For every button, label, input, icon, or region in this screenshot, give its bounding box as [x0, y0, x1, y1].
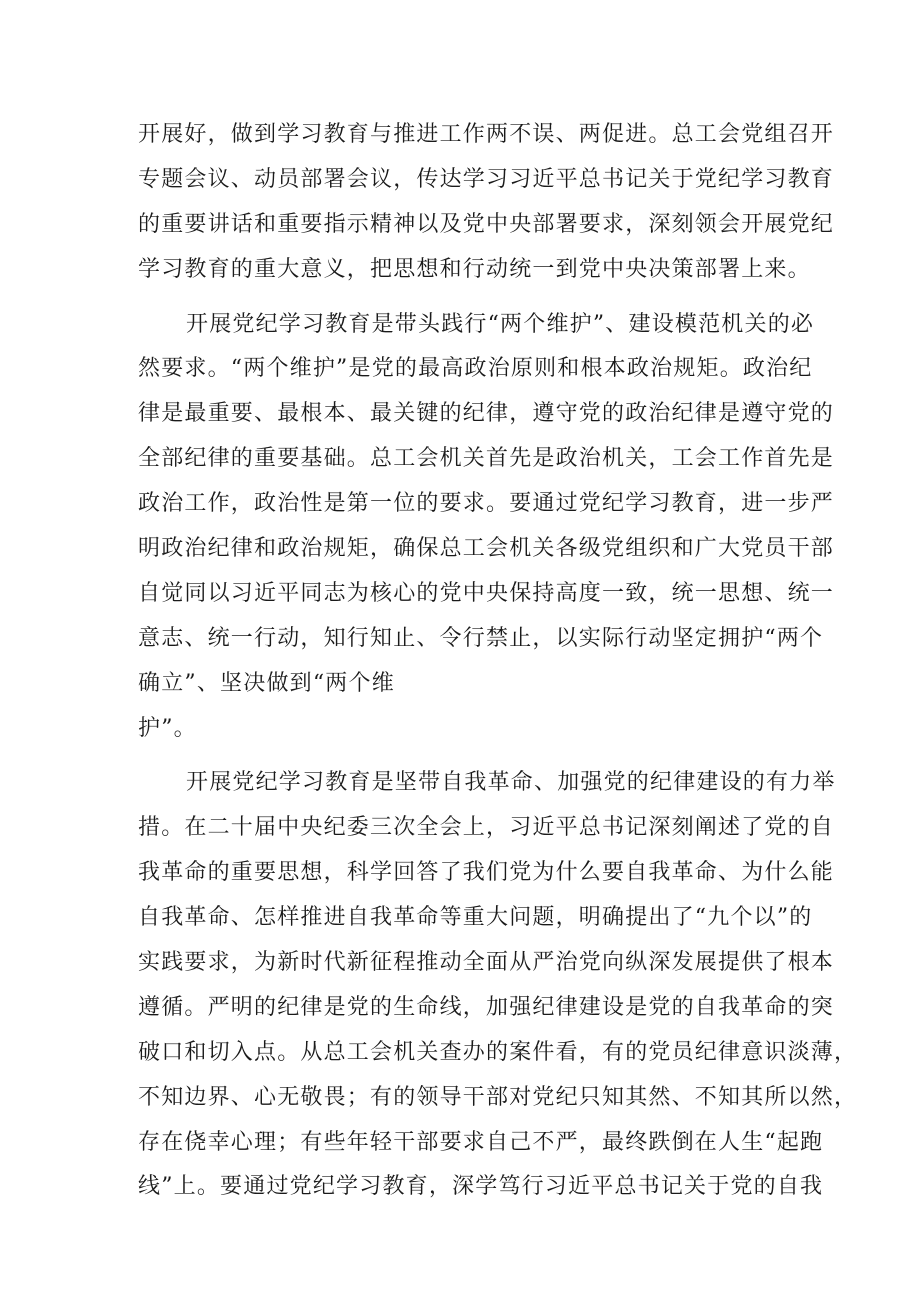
text-line: 全部纪律的重要基础。总工会机关首先是政治机关，工会工作首先是 — [138, 446, 835, 472]
text-line: 然要求。“两个维护”是党的最高政治原则和根本政治规矩。政治纪 — [138, 356, 813, 382]
text-line: 专题会议、动员部署会议，传达学习习近平总书记关于党纪学习教育 — [138, 166, 835, 192]
text-line: 实践要求，为新时代新征程推动全面从严治党向纵深发展提供了根本 — [138, 950, 835, 976]
text-line: 开展党纪学习教育是坚带自我革命、加强党的纪律建设的有力举 — [186, 770, 836, 796]
text-line: 政治工作，政治性是第一位的要求。要通过党纪学习教育，进一步严 — [138, 491, 835, 517]
text-line: 意志、统一行动，知行知止、令行禁止，以实际行动坚定拥护“两个 — [138, 625, 824, 651]
text-line: 护”。 — [138, 715, 197, 741]
text-line: 的重要讲话和重要指示精神以及党中央部署要求，深刻领会开展党纪 — [138, 211, 835, 237]
text-line: 不知边界、心无敬畏；有的领导干部对党纪只知其然、不知其所以然， — [138, 1084, 858, 1110]
paragraph — [138, 303, 835, 752]
text-line: 破口和切入点。从总工会机关查办的案件看，有的党员纪律意识淡薄， — [138, 1039, 858, 1065]
text-line: 遵循。严明的纪律是党的生命线，加强纪律建设是党的自我革命的突 — [138, 994, 835, 1020]
text-line: 明政治纪律和政治规矩，确保总工会机关各级党组织和广大党员干部 — [138, 536, 835, 562]
text-line: 确立”、坚决做到“两个维 — [138, 670, 395, 696]
text-line: 存在侥幸心理；有些年轻干部要求自己不严，最终跌倒在人生“起跑 — [138, 1129, 824, 1155]
text-line: 学习教育的重大意义，把思想和行动统一到党中央决策部署上来。 — [138, 256, 811, 282]
text-line: 措。在二十届中央纪委三次全会上，习近平总书记深刻阐述了党的自 — [138, 815, 835, 841]
text-line: 律是最重要、最根本、最关键的纪律，遵守党的政治纪律是遵守党的 — [138, 401, 835, 427]
text-line: 线”上。要通过党纪学习教育，深学笃行习近平总书记关于党的自我 — [138, 1174, 824, 1200]
text-line: 开展好，做到学习教育与推进工作两不误、两促进。总工会党组召开 — [138, 122, 835, 147]
paragraph — [138, 761, 858, 1210]
paragraph — [138, 113, 835, 293]
text-line: 自觉同以习近平同志为核心的党中央保持高度一致，统一思想、统一 — [138, 580, 835, 606]
text-line: 开展党纪学习教育是带头践行“两个维护”、建设模范机关的必 — [186, 311, 815, 337]
document-body — [138, 113, 858, 1220]
text-line: 自我革命、怎样推进自我革命等重大问题，明确提出了“九个以”的 — [138, 905, 813, 931]
text-line: 我革命的重要思想，科学回答了我们党为什么要自我革命、为什么能 — [138, 860, 835, 886]
